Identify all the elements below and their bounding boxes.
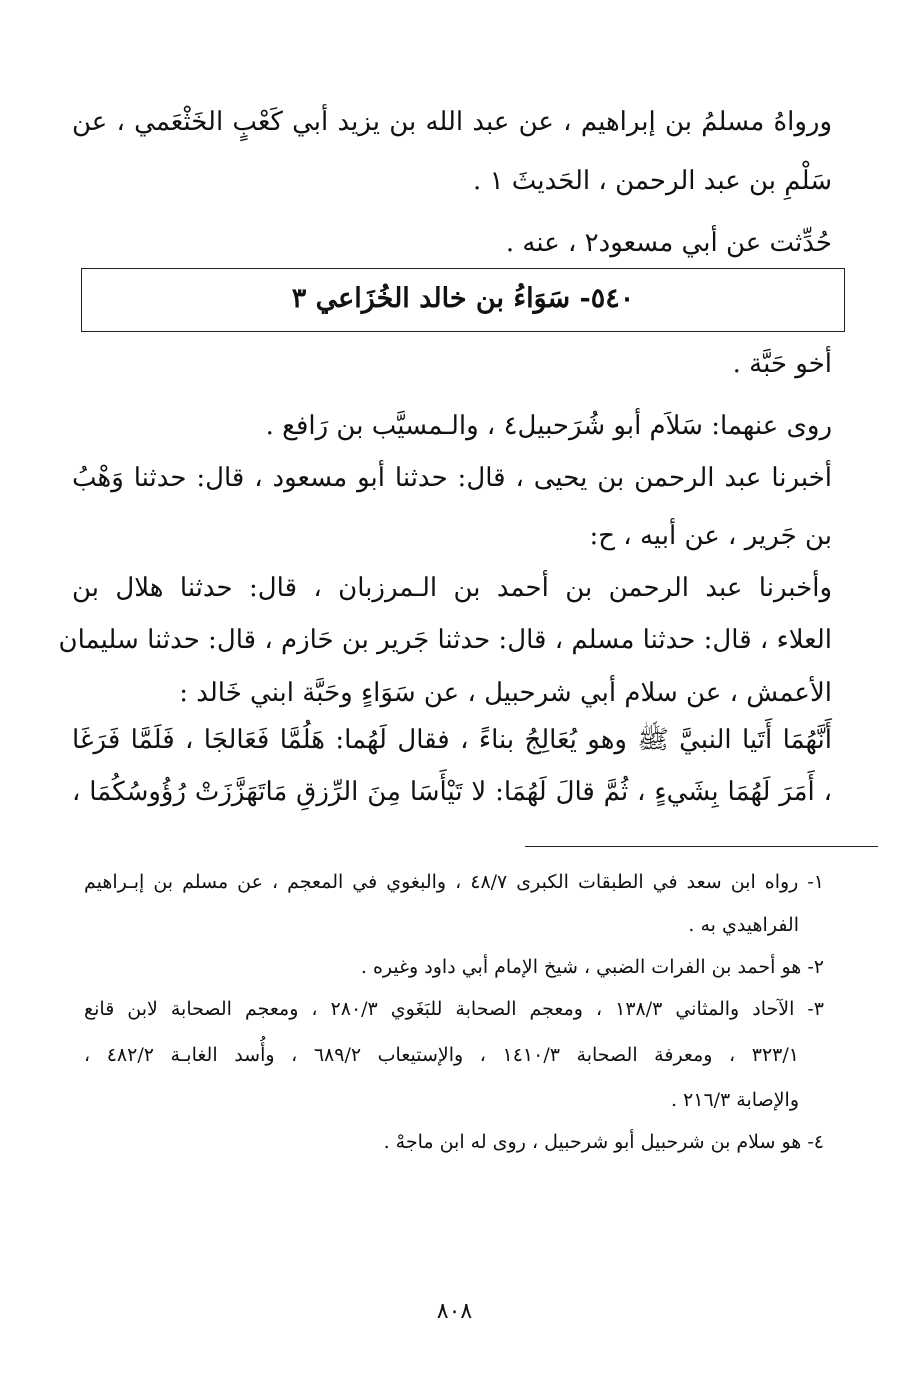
body-line: روى عنهما: سَلاَم أبو شُرَحبيل٤ ، والـمسيَّب بن رَافع . (265, 411, 832, 441)
footnote-2: ٢- هو أحمد بن الفرات الضبي ، شيخ الإمام أبي داود وغيره . (360, 956, 824, 978)
body-line: سَلْمِ بن عبد الرحمن ، الحَديثَ ١ . (473, 166, 832, 196)
footnote-3-continuation: والإصابة ٢١٦/٣ . (670, 1089, 799, 1111)
body-line: بن جَرير ، عن أبيه ، ح: (589, 521, 832, 551)
body-line: حُدِّثت عن أبي مسعود٢ ، عنه . (505, 228, 832, 258)
footnote-1-continuation: الفراهيدي به . (688, 914, 799, 936)
hadith-line: ، أَمَرَ لَهُمَا بِشَيءٍ ، ثُمَّ قالَ لَهُمَا: لا تَيْأَسَا مِنَ الرِّزقِ مَاتَهَزَّزَتْ رُؤُوسُكُمَا ، (72, 777, 832, 807)
body-line: العلاء ، قال: حدثنا مسلم ، قال: حدثنا جَرير بن حَازم ، قال: حدثنا سليمان (58, 625, 832, 655)
footnote-4: ٤- هو سلام بن شرحبيل أبو شرحبيل ، روى له ابن ماجهْ . (383, 1131, 824, 1153)
section-title: ٥٤٠- سَوَاءُ بن خالد الخُزَاعي ٣ (291, 283, 635, 314)
body-line: أخو حَبَّة . (732, 349, 832, 379)
hadith-line: أَنَّهُمَا أَتَيا النبيَّ ﷺ وهو يُعَالِجُ بناءً ، فقال لَهُما: هَلُمَّا فَعَالجَا ، فَلَمَّا فَرَغَا (72, 725, 832, 755)
section-heading-box (81, 268, 845, 332)
footnote-3: ٣- الآحاد والمثاني ١٣٨/٣ ، ومعجم الصحابة للبَغَوي ٢٨٠/٣ ، ومعجم الصحابة لابن قانع (84, 998, 824, 1020)
body-line: الأعمش ، عن سلام أبي شرحبيل ، عن سَوَاءٍ وحَبَّة ابني خَالد : (179, 678, 832, 708)
body-line: وأخبرنا عبد الرحمن بن أحمد بن الـمرزبان ، قال: حدثنا هلال بن (72, 573, 832, 603)
footnote-1: ١- رواه ابن سعد في الطبقات الكبرى ٤٨/٧ ، والبغوي في المعجم ، عن مسلم بن إبـراهيم (84, 871, 824, 893)
footnote-3-continuation: ٣٢٣/١ ، ومعرفة الصحابة ١٤١٠/٣ ، والإستيعاب ٦٨٩/٢ ، وأُسد الغابـة ٤٨٢/٢ ، (84, 1044, 799, 1066)
body-line: أخبرنا عبد الرحمن بن يحيى ، قال: حدثنا أبو مسعود ، قال: حدثنا وَهْبُ (72, 463, 832, 493)
page-number: ٨٠٨ (436, 1299, 473, 1324)
body-line: ورواهُ مسلمُ بن إبراهيم ، عن عبد الله بن يزيد أبي كَعْبٍ الخَثْعَمي ، عن (72, 107, 832, 137)
footnote-separator (525, 846, 878, 847)
